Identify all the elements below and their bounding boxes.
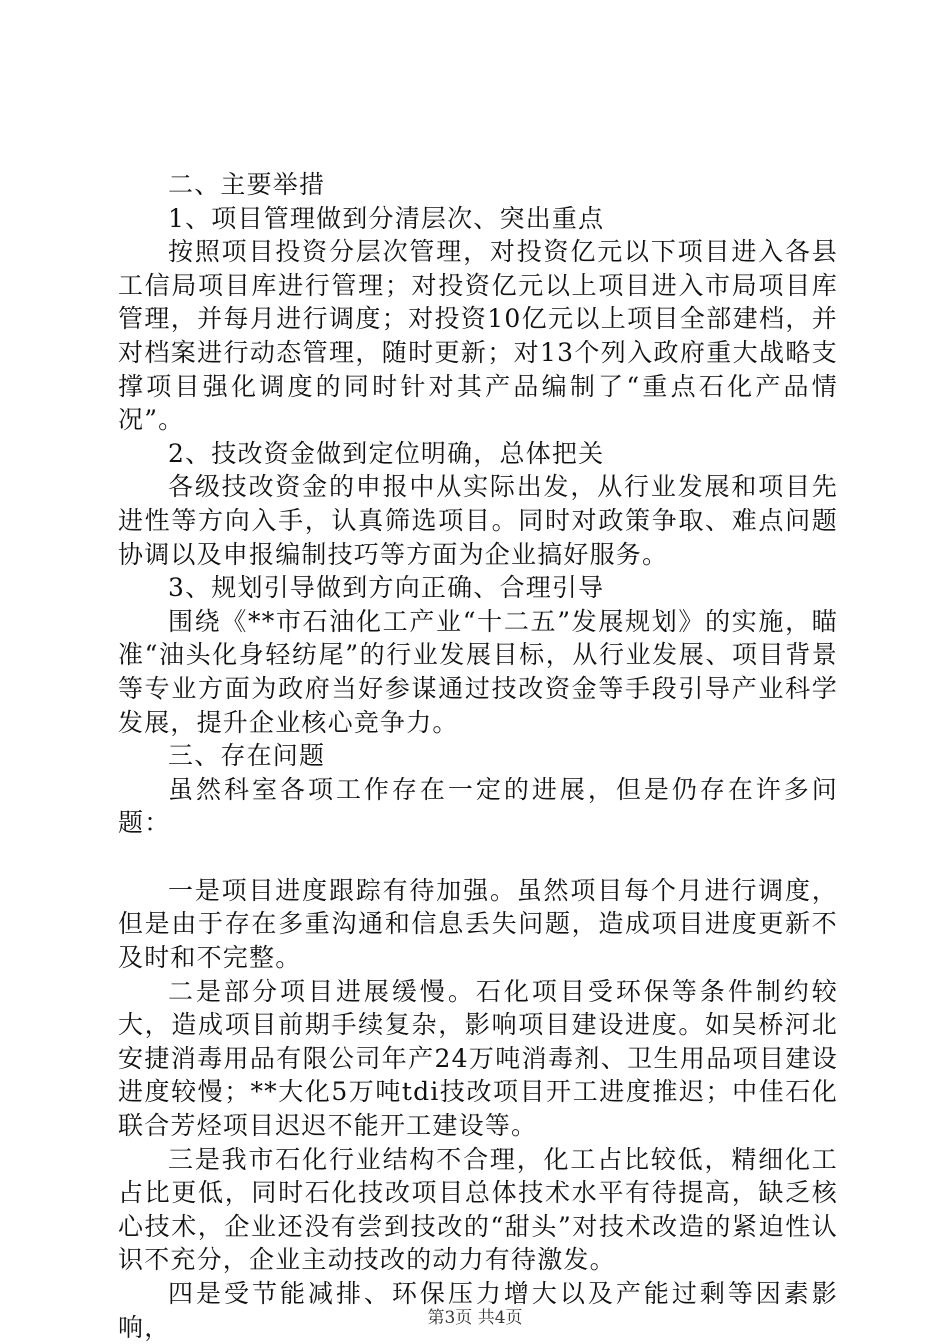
subheading-project-management: 1、项目管理做到分清层次、突出重点	[168, 203, 605, 233]
document-body	[118, 168, 838, 1344]
subheading-tech-funds: 2、技改资金做到定位明确，总体把关	[168, 438, 605, 468]
paragraph-problems-intro: 虽然科室各项工作存在一定的进展，但是仍存在许多问题：	[118, 774, 838, 838]
subheading-planning-guidance: 3、规划引导做到方向正确、合理引导	[168, 573, 605, 603]
paragraph-problem-three: 三是我市石化行业结构不合理，化工占比较低，精细化工占比更低，同时石化技改项目总体技术水平有待提高，缺乏核心技术，企业还没有尝到技改的“甜头”对技术改造的紧迫性认识不充分，企业主动技改的动力有待激发。	[118, 1144, 838, 1275]
paragraph-problem-two: 二是部分项目进展缓慢。石化项目受环保等条件制约较大，造成项目前期手续复杂，影响项目建设进度。如吴桥河北安捷消毒用品有限公司年产24万吨消毒剂、卫生用品项目建设进度较慢；**大化5万吨tdi技改项目开工进度推迟；中佳石化联合芳烃项目迟迟不能开工建设等。	[118, 976, 838, 1141]
paragraph-tech-funds: 各级技改资金的申报中从实际出发，从行业发展和项目先进性等方向入手，认真筛选项目。同时对政策争取、难点问题协调以及申报编制技巧等方面为企业搞好服务。	[118, 472, 838, 569]
section-heading-main-measures: 二、主要举措	[168, 170, 326, 199]
paragraph-project-management: 按照项目投资分层次管理，对投资亿元以下项目进入各县工信局项目库进行管理；对投资亿元以上项目进入市局项目库管理，并每月进行调度；对投资10亿元以上项目全部建档，并对档案进行动态管理，随时更新；对13个列入政府重大战略支撑项目强化调度的同时针对其产品编制了“重点石化产品情况”。	[118, 237, 838, 435]
paragraph-problem-four: 四是受节能减排、环保压力增大以及产能过剩等因素影响，	[118, 1279, 838, 1342]
section-heading-problems: 三、存在问题	[168, 741, 326, 771]
paragraph-problem-one: 一是项目进度跟踪有待加强。虽然项目每个月进行调度，但是由于存在多重沟通和信息丢失问题，造成项目进度更新不及时和不完整。	[118, 875, 838, 973]
page-number-footer: 第3页 共4页	[427, 1308, 523, 1328]
blank-line	[118, 840, 838, 874]
paragraph-planning-guidance: 围绕《**市石油化工产业“十二五”发展规划》的实施，瞄准“油头化身轻纺尾”的行业发展目标，从行业发展、项目背景等专业方面为政府当好参谋通过技改资金等手段引导产业科学发展，提升企业核心竞争力。	[118, 606, 838, 737]
